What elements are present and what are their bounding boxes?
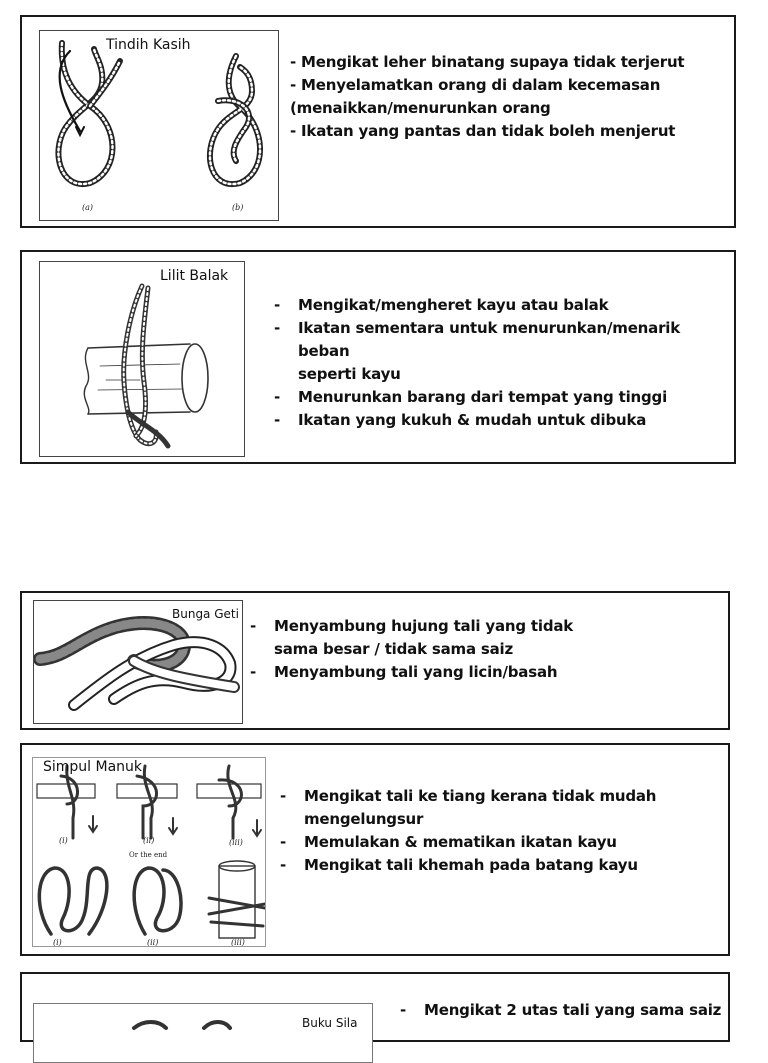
bunga-geti-label: Bunga Geti: [172, 607, 239, 621]
tindih-kasih-uses: [290, 51, 684, 143]
buku-sila-uses: [396, 999, 721, 1022]
lilit-balak-illustration: [39, 261, 245, 457]
card-lilit-balak: [20, 250, 736, 464]
or-the-end-note: Or the end: [129, 851, 168, 859]
tindih-kasih-knot-drawing: [40, 31, 279, 221]
lilit-balak-uses: [270, 294, 734, 432]
tindih-kasih-label: Tindih Kasih: [106, 37, 191, 53]
use-item: - Menyambung hujung tali yang tidak sama besar / tidak sama saiz: [246, 615, 573, 661]
simpul-manuk-uses: [276, 785, 656, 877]
use-item: - Mengikat tali ke tiang kerana tidak mudah mengelungsur: [276, 785, 656, 831]
use-item: - Mengikat/mengheret kayu atau balak: [270, 294, 734, 317]
simpul-manuk-label: Simpul Manuk: [43, 759, 143, 775]
buku-sila-illustration: [33, 1003, 373, 1063]
caption-vi: (iii): [231, 938, 245, 947]
caption-iv: (i): [53, 938, 62, 947]
lilit-balak-knot-drawing: [40, 262, 245, 457]
use-line: (menaikkan/menurunkan orang: [290, 99, 551, 117]
use-item: - Menyambung tali yang licin/basah: [246, 661, 573, 684]
card-tindih-kasih: [20, 15, 736, 228]
use-item: - Memulakan & mematikan ikatan kayu: [276, 831, 656, 854]
use-item: - Mengikat tali khemah pada batang kayu: [276, 854, 656, 877]
card-bunga-geti: [20, 591, 730, 730]
card-simpul-manuk: [20, 743, 730, 956]
caption-i: (i): [59, 836, 68, 845]
card-buku-sila: [20, 972, 730, 1042]
caption-iii: (iii): [229, 838, 243, 847]
buku-sila-label: Buku Sila: [302, 1016, 358, 1030]
simpul-manuk-illustration: [32, 757, 266, 947]
use-item: - Mengikat 2 utas tali yang sama saiz: [396, 999, 721, 1022]
tindih-kasih-illustration: [39, 30, 279, 221]
use-item: - Ikatan yang kukuh & mudah untuk dibuka: [270, 409, 734, 432]
caption-ii: (ii): [143, 836, 155, 845]
use-item: - Ikatan sementara untuk menurunkan/menarik beban seperti kayu: [270, 317, 734, 386]
use-line: - Ikatan yang pantas dan tidak boleh menjerut: [290, 122, 676, 140]
use-line: - Menyelamatkan orang di dalam kecemasan: [290, 76, 661, 94]
figure-a-caption: (a): [82, 203, 94, 212]
caption-v: (ii): [147, 938, 159, 947]
buku-sila-knot-drawing: [34, 1004, 373, 1063]
use-item: - Menurunkan barang dari tempat yang tinggi: [270, 386, 734, 409]
bunga-geti-uses: [246, 615, 573, 684]
use-line: - Mengikat leher binatang supaya tidak terjerut: [290, 53, 685, 71]
lilit-balak-label: Lilit Balak: [160, 268, 229, 284]
bunga-geti-illustration: [33, 600, 243, 724]
figure-b-caption: (b): [232, 203, 244, 212]
